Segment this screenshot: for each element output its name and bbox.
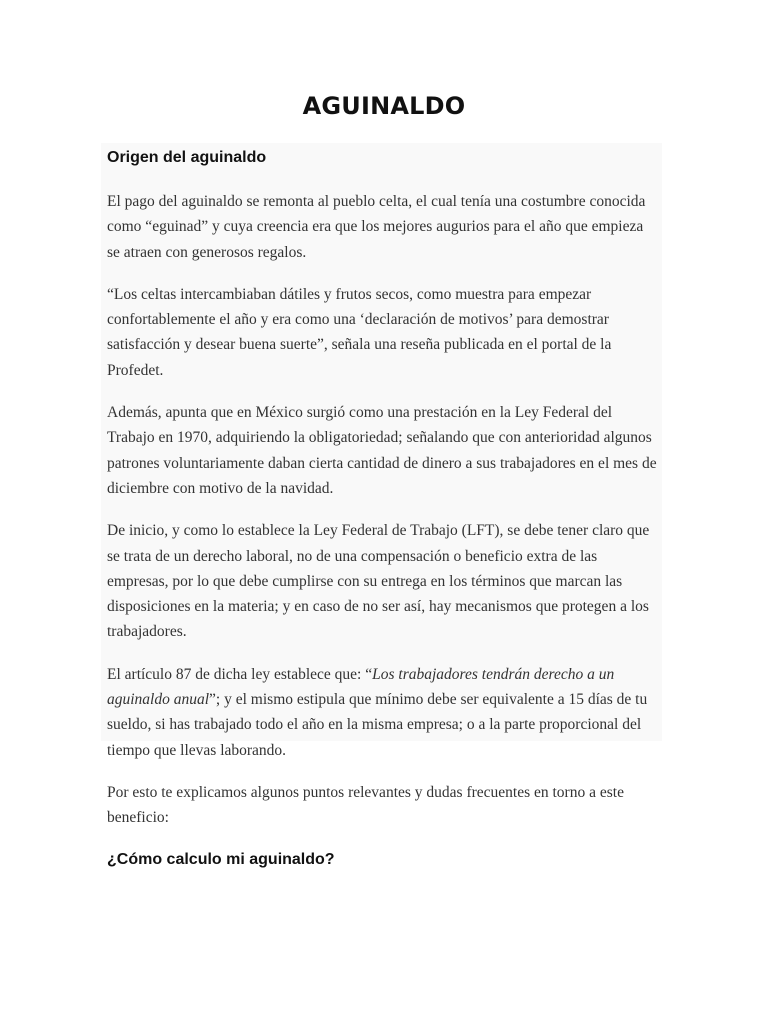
section-heading-calculo: ¿Cómo calculo mi aguinaldo?: [107, 850, 335, 868]
article-body: [107, 147, 659, 871]
article-87-rest: ”; y el mismo estipula que mínimo debe ser equivalente a 15 días de tu sueldo, si has trabajado todo el año en la misma empresa; o a la parte proporcional del tiempo que llevas laborando.: [107, 691, 648, 759]
paragraph-labor-right: De inicio, y como lo establece la Ley Federal de Trabajo (LFT), se debe tener claro que se trata de un derecho laboral, no de una compensación o beneficio extra de las empresas, por lo que debe cumplirse con su entrega en los términos que marcan las disposiciones en la materia; y en caso de no ser así, hay mecanismos que protegen a los trabajadores.: [107, 522, 650, 641]
article-87-intro: El artículo 87 de dicha ley establece que: “: [107, 665, 373, 683]
section-heading-origen: Origen del aguinaldo: [107, 149, 267, 166]
article-87-quote: Los trabajadores tendrán derecho a un aguinaldo anual: [107, 665, 615, 709]
paragraph-celts-quote: “Los celtas intercambiaban dátiles y frutos secos, como muestra para empezar confortablemente el año y era como una ‘declaración de motivos’ para demostrar satisfacción y desear buena suerte”, señala una reseña publicada en el portal de la Profedet.: [107, 285, 612, 379]
paragraph-mexico-history: Además, apunta que en México surgió como una prestación en la Ley Federal del Trabajo en 1970, adquiriendo la obligatoriedad; señalando que con anterioridad algunos patrones voluntariamente daban cierta cantidad de dinero a sus trabajadores en el mes de diciembre con motivo de la navidad.: [107, 404, 657, 497]
paragraph-intro-faq: Por esto te explicamos algunos puntos relevantes y dudas frecuentes en torno a este beneficio:: [107, 783, 624, 827]
paragraph-article-87: [107, 662, 659, 763]
paragraph-origin: El pago del aguinaldo se remonta al pueblo celta, el cual tenía una costumbre conocida como “eguinad” y cuya creencia era que los mejores augurios para el año que empieza se atraen con generosos regalos.: [107, 193, 646, 261]
document-title: AGUINALDO: [302, 92, 466, 120]
